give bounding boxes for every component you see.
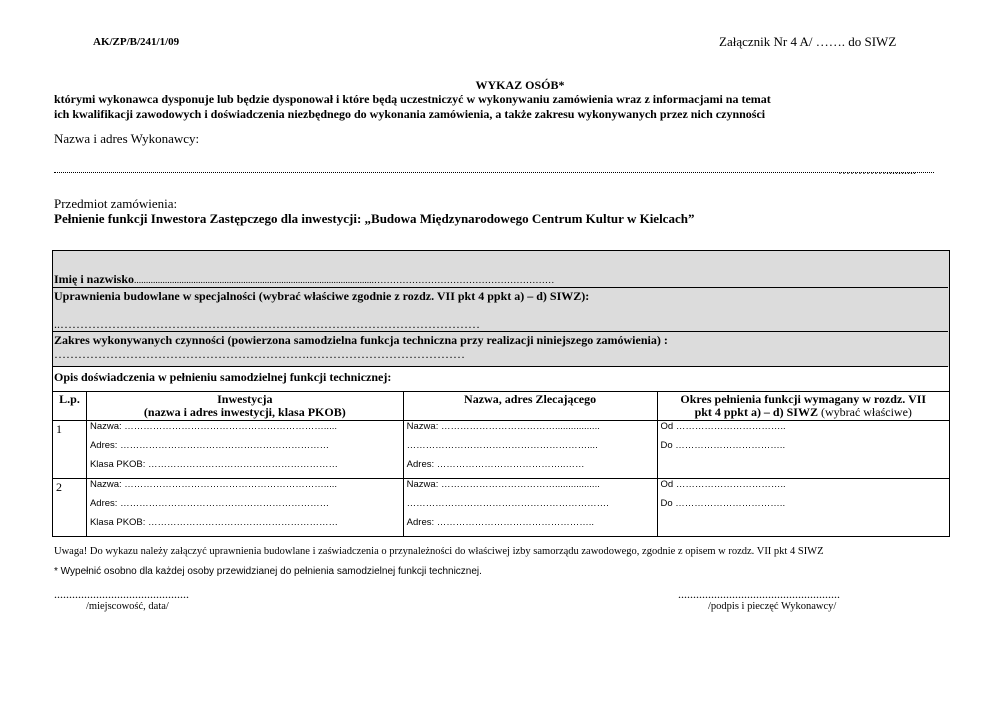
period-from-field[interactable]: Od …………………………….. [657,421,949,441]
header-lp [53,392,87,421]
header-period-label: Okres pełnienia funkcji wymagany w rozdz. VII [680,392,927,406]
header-investment-sub: (nazwa i adres inwestycji, klasa PKOB) [143,405,346,419]
investment-address-field[interactable]: Adres: ………………………………………………………… [86,498,403,517]
period-from-field[interactable]: Od …………………………….. [657,479,949,499]
investment-name-field[interactable]: Nazwa: ………………………………………………………..... [86,479,403,499]
header-period-note: (wybrać właściwe) [817,405,912,419]
client-address-field-2[interactable]: Adres: ………………………………………….. [403,517,657,537]
subject-label: Przedmiot zamówienia: [54,196,178,211]
permissions-label: Uprawnienia budowlane w specjalności (wybrać właściwe zgodnie z rozdz. VII pkt 4 ppkt a) – d) SIWZ): [54,289,590,303]
table-row [53,517,950,537]
experience-label: Opis doświadczenia w pełnieniu samodzielnej funkcji technicznej: [54,370,392,384]
table-row [53,498,950,517]
client-address-field[interactable]: ………………………………………………….... [403,440,657,459]
client-address-field[interactable]: ………………………………………………………. [403,498,657,517]
table-row [53,421,950,441]
name-dots: .....................................................................................................………………………………………………… [134,276,555,286]
contractor-label: Nazwa i adres Wykonawcy: [54,131,200,146]
note-attachment: Uwaga! Do wykazu należy załączyć uprawnienia budowlane i zaświadczenia o przynależności do właściwej izby samorządu zawodowego, zgodnie z opisem w rozdz. VII pkt 4 SIWZ [54,546,824,557]
title-subline-1: którymi wykonawca dysponuje lub będzie dysponował i które będą uczestniczyć w wykonywaniu zamówienia wraz z informacjami na temat [54,92,771,106]
signature-line[interactable]: ...................................................... [678,587,840,601]
footnote: * Wypełnić osobno dla każdej osoby przewidzianej do pełnienia samodzielnej funkcji technicznej. [54,566,482,577]
contractor-fill-line[interactable] [54,168,934,173]
header-investment [86,392,403,421]
header-period [657,392,949,421]
signature-label: /podpis i pieczęć Wykonawcy/ [708,601,837,612]
permissions-dots[interactable]: ..…………………………………………………………………………………………… [54,317,480,331]
document-title: WYKAZ OSÓB* [475,78,565,92]
period-empty [657,459,949,479]
place-date-line[interactable]: ............................................. [54,587,189,601]
client-name-field[interactable]: Nazwa: ………………………………................. [403,421,657,441]
contractor-fill-end: ………….......... [838,163,916,177]
name-label: Imię i nazwisko [54,272,135,286]
row-number: 2 [53,479,87,537]
period-empty [657,517,949,537]
investment-pkob-field[interactable]: Klasa PKOB: …………………………………………………… [86,459,403,479]
investment-pkob-field[interactable]: Klasa PKOB: …………………………………………………… [86,517,403,537]
table-row [53,459,950,479]
investment-name-field[interactable]: Nazwa: ………………………………………………………..... [86,421,403,441]
header-investment-label: Inwestycja [217,392,273,406]
header-period-sub: pkt 4 ppkt a) – d) SIWZ [694,405,818,419]
period-to-field[interactable]: Do …………………………….. [657,498,949,517]
investment-address-field[interactable]: Adres: ………………………………………………………… [86,440,403,459]
client-address-field-2[interactable]: Adres: …………………………………..…… [403,459,657,479]
header-client [403,392,657,421]
client-name-field[interactable]: Nazwa: ………………………………................. [403,479,657,499]
table-row [53,440,950,459]
document-reference: AK/ZP/B/241/1/09 [93,36,180,48]
header-lp-label: L.p. [59,392,80,406]
header-client-label: Nazwa, adres Zlecającego [464,392,597,406]
row-number: 1 [53,421,87,479]
divider [52,287,948,288]
name-field[interactable] [54,272,554,287]
subject-value: Pełnienie funkcji Inwestora Zastępczego dla inwestycji: „Budowa Międzynarodowego Centrum Kultur w Kielcach” [54,211,695,226]
annex-label: Załącznik Nr 4 A/ ……. do SIWZ [719,34,897,49]
scope-dots[interactable]: ……………………………………………………….………………………………… [54,347,465,361]
period-to-field[interactable]: Do …………………………….. [657,440,949,459]
scope-label: Zakres wykonywanych czynności (powierzona samodzielna funkcja techniczna przy realizacji niniejszego zamówienia) : [54,333,668,347]
title-subline-2: ich kwalifikacji zawodowych i doświadczenia niezbędnego do wykonania zamówienia, a także zakresu wykonywanych przez nich czynności [54,107,766,121]
experience-table [52,391,950,537]
table-header-row [53,392,950,421]
table-row [53,479,950,499]
place-date-label: /miejscowość, data/ [86,601,169,612]
